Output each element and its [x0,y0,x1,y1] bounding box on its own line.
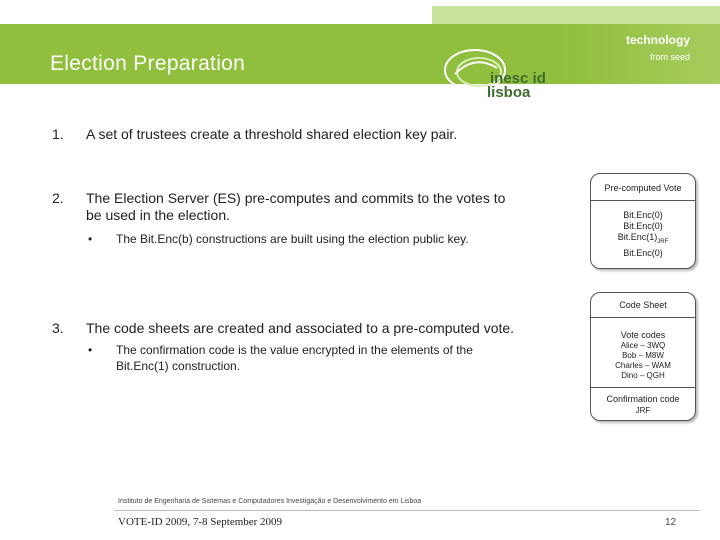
tagline-main: technology [625,33,690,47]
item-number: 3. [52,320,64,336]
sub-item-text-cont: Bit.Enc(1) construction. [116,359,241,373]
confirmation-section [591,387,695,416]
confirmation-value: JRF [635,406,651,415]
item-text-cont: be used in the election. [86,207,230,223]
code-sheet-box [590,292,696,421]
vote-codes-label: Vote codes [620,330,666,340]
item-text: A set of trustees create a threshold shared election key pair. [86,126,458,142]
logo-text-inesc: inesc id [490,70,546,87]
vote-code-line: Alice – 3WQ [620,341,666,350]
sub-item-text: The Bit.Enc(b) constructions are built using the election public key. [116,232,469,246]
bitenc-line: Bit.Enc(0) [623,210,663,220]
vote-code-line: Charles – WAM [615,361,671,370]
bitenc-line: Bit.Enc(0) [623,221,663,231]
precomputed-vote-title: Pre-computed Vote [604,183,682,193]
footer-conference: VOTE-ID 2009, 7-8 September 2009 [118,516,283,528]
bitenc-line-with-subscript [591,232,695,248]
footer-rule [114,510,700,511]
vote-codes-section [591,317,695,381]
bitenc-line: Bit.Enc(0) [623,247,663,258]
item-number: 1. [52,126,64,142]
bitenc-line-text: Bit.Enc(1) [617,232,658,242]
bitenc-subscript: JRF [657,238,669,245]
logo-text-lisboa: lisboa [487,84,531,101]
bullet: • [88,232,93,246]
slide-title: Election Preparation [50,52,246,75]
tagline-sub: from seed [649,52,690,62]
footer-institution: Instituto de Engenharia de Sistemas e Computadores Investigação e Desenvolvimento em Lisboa [118,498,422,505]
code-sheet-title: Code Sheet [619,300,667,310]
precomputed-vote-list [591,200,695,259]
sub-item-text: The confirmation code is the value encrypted in the elements of the [116,343,473,357]
item-number: 2. [52,190,64,206]
precomputed-vote-box [590,173,696,269]
item-text: The Election Server (ES) pre-computes and commits to the votes to [86,190,506,206]
bullet: • [88,343,93,357]
item-text: The code sheets are created and associated to a pre-computed vote. [86,320,515,336]
vote-code-line: Dino – QGH [621,371,665,380]
vote-code-line: Bob – M8W [622,351,664,360]
page-number: 12 [665,517,677,528]
confirmation-label: Confirmation code [606,394,680,404]
